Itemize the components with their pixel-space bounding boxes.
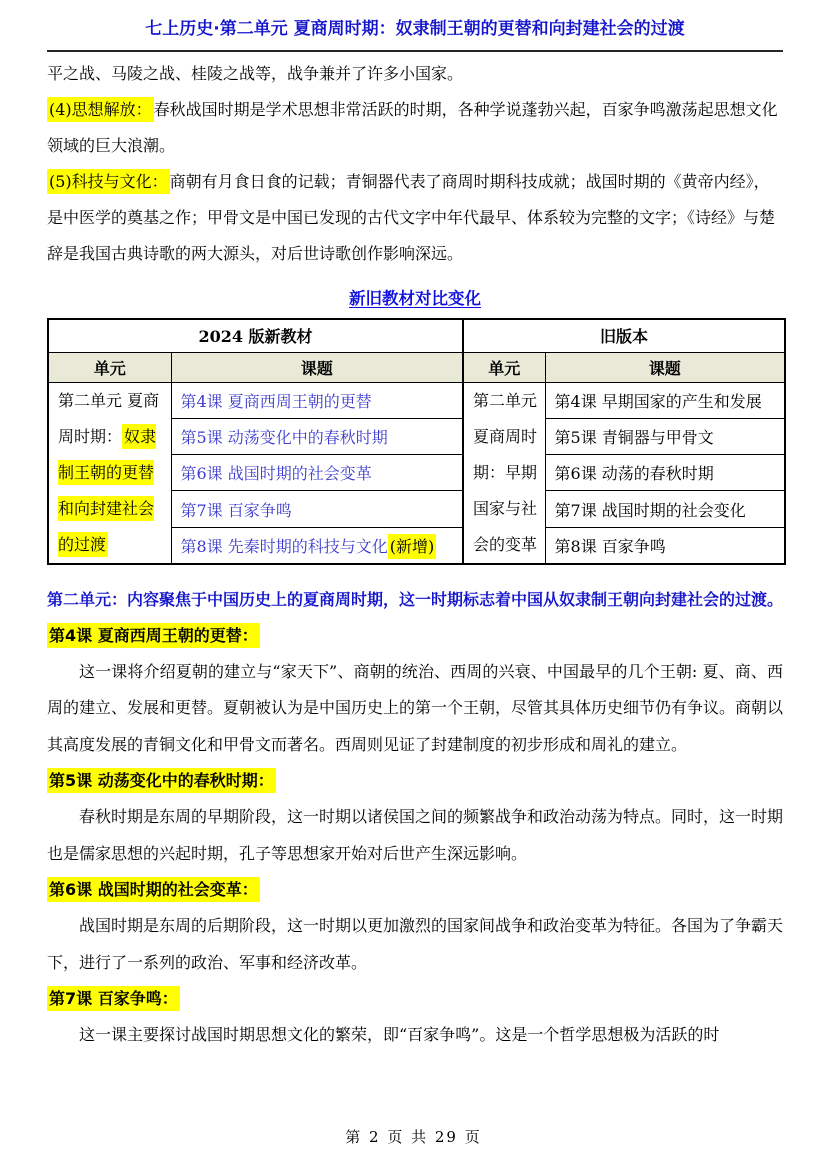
table-column-header-row bbox=[48, 352, 785, 382]
section-body: 这一课将介绍夏朝的建立与“家天下”、商朝的统治、西周的兴衰、中国最早的几个王朝: 夏、商、西周的建立、发展和更替。夏朝被认为是中国历史上的第一个王朝，尽管其具体历史细节仍有争议。商朝以其高度发展的青铜文化和甲骨文而著名。西周则见证了封建制度的初步形成和周礼的建立。 bbox=[47, 661, 784, 754]
old-topic-5: 第8课 百家争鸣 bbox=[545, 527, 785, 563]
section-body: 战国时期是东周的后期阶段，这一时期以更加激烈的国家间战争和政治变革为特征。各国为了争霸天下，进行了一系列的政治、军事和经济改革。 bbox=[47, 916, 784, 972]
comparison-table-title: 新旧教材对比变化 bbox=[349, 289, 481, 308]
lesson-section-5 bbox=[47, 763, 783, 872]
point5-highlight-label: (5)科技与文化： bbox=[47, 169, 170, 194]
col-header-unit-old: 单元 bbox=[463, 352, 545, 382]
section-heading-highlight: 第7课 百家争鸣： bbox=[47, 986, 180, 1011]
col-header-topic-new: 课题 bbox=[171, 352, 463, 382]
new-topic-5 bbox=[171, 527, 463, 563]
col-header-topic-old: 课题 bbox=[545, 352, 785, 382]
new-topic-2: 第5课 动荡变化中的春秋时期 bbox=[171, 418, 463, 454]
table-row bbox=[48, 382, 785, 418]
point4-highlight-label: (4)思想解放： bbox=[47, 97, 154, 122]
section-heading bbox=[47, 981, 783, 1017]
point5-text: 商朝有月食日食的记载；青铜器代表了商周时期科技成就；战国时期的《黄帝内经》，是中医学的奠基之作；甲骨文是中国已发现的古代文字中年代最早、体系较为完整的文字；《诗经》与楚辞是我国古典诗歌的两大源头，对后世诗歌创作影响深远。 bbox=[47, 172, 776, 263]
lesson-section-7 bbox=[47, 981, 783, 1054]
old-topic-2: 第5课 青铜器与甲骨文 bbox=[545, 418, 785, 454]
intro-line1: 平之战、马陵之战、桂陵之战等，战争兼并了许多小国家。 bbox=[47, 64, 464, 83]
table-version-header-row bbox=[48, 319, 785, 352]
section-heading bbox=[47, 618, 783, 654]
section-body: 这一课主要探讨战国时期思想文化的繁荣，即“百家争鸣”。这是一个哲学思想极为活跃的时 bbox=[79, 1025, 720, 1044]
intro-point5 bbox=[47, 164, 783, 272]
section-heading-highlight: 第6课 战国时期的社会变革： bbox=[47, 877, 260, 902]
unit-summary-intro: 第二单元：内容聚焦于中国历史上的夏商周时期，这一时期标志着中国从奴隶制王朝向封建社会的过渡。 bbox=[47, 589, 784, 609]
page-title: 七上历史·第二单元 夏商周时期：奴隶制王朝的更替和向封建社会的过渡 bbox=[145, 19, 685, 39]
section-body: 春秋时期是东周的早期阶段，这一时期以诸侯国之间的频繁战争和政治动荡为特点。同时，这一时期也是儒家思想的兴起时期，孔子等思想家开始对后世产生深远影响。 bbox=[47, 807, 784, 863]
lesson-section-6 bbox=[47, 872, 783, 981]
textbook-comparison-table bbox=[47, 318, 786, 565]
intro-point4 bbox=[47, 92, 783, 164]
intro-block bbox=[47, 56, 783, 272]
new-unit-prefix: 第二单元 夏商周时期： bbox=[58, 390, 160, 446]
new-unit-highlight: 奴隶制王朝的更替和向封建社会的过渡 bbox=[58, 424, 156, 557]
new-unit-cell bbox=[48, 382, 171, 564]
section-heading-highlight: 第4课 夏商西周王朝的更替： bbox=[47, 623, 260, 648]
new-topic-4: 第7课 百家争鸣 bbox=[171, 491, 463, 527]
point4-text: 春秋战国时期是学术思想非常活跃的时期，各种学说蓬勃兴起，百家争鸣激荡起思想文化领域的巨大浪潮。 bbox=[47, 100, 778, 155]
page-number-footer: 第 2 页 共 29 页 bbox=[345, 1128, 482, 1146]
new-topic-1: 第4课 夏商西周王朝的更替 bbox=[171, 382, 463, 418]
old-topic-1: 第4课 早期国家的产生和发展 bbox=[545, 382, 785, 418]
new-topic-5-text: 第8课 先秦时期的科技与文化 bbox=[180, 536, 388, 556]
section-heading bbox=[47, 872, 783, 908]
section-heading bbox=[47, 763, 783, 799]
old-topic-3: 第6课 动荡的春秋时期 bbox=[545, 455, 785, 491]
new-edition-header: 2024 版新教材 bbox=[48, 319, 463, 352]
intro-paragraph bbox=[47, 56, 783, 92]
lesson-section-4 bbox=[47, 618, 783, 764]
title-divider bbox=[47, 50, 783, 52]
col-header-unit-new: 单元 bbox=[48, 352, 171, 382]
section-heading-highlight: 第5课 动荡变化中的春秋时期： bbox=[47, 768, 276, 793]
new-topic-3: 第6课 战国时期的社会变革 bbox=[171, 455, 463, 491]
old-edition-header: 旧版本 bbox=[463, 319, 785, 352]
new-topic-5-badge: (新增) bbox=[388, 534, 437, 559]
old-unit-cell: 第二单元夏商周时期：早期国家与社会的变革 bbox=[463, 382, 545, 564]
old-topic-4: 第7课 战国时期的社会变化 bbox=[545, 491, 785, 527]
